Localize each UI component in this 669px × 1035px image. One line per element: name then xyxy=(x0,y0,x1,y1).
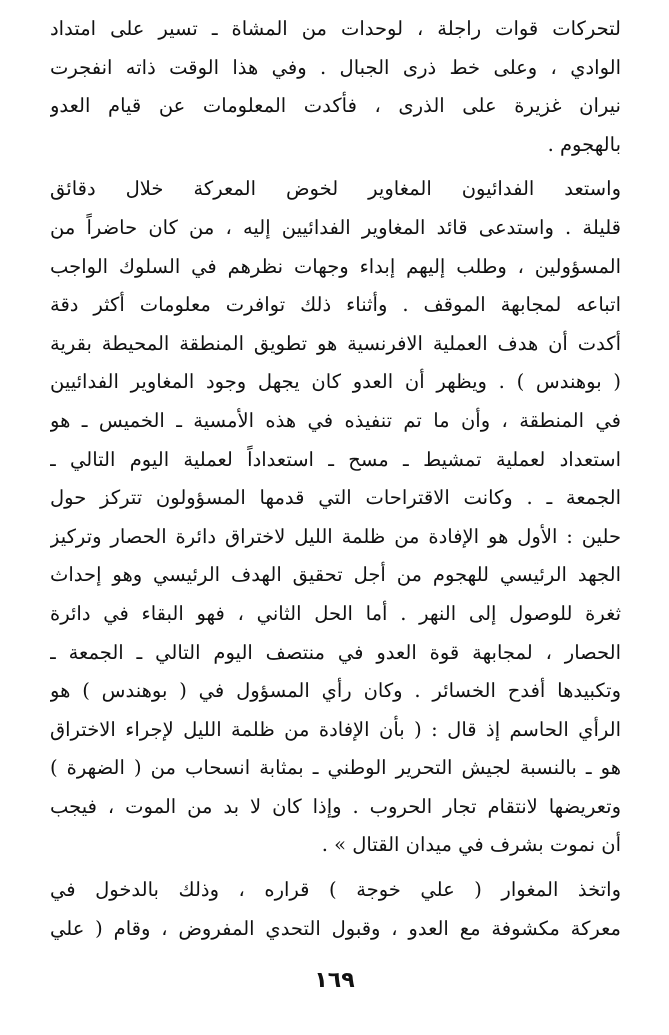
text-line: نيران غزيرة على الذرى ، فأكدت المعلومات عن قيام العدو xyxy=(50,94,621,118)
text-line: الحصار ، لمجابهة قوة العدو في منتصف اليوم التالي ـ الجمعة ـ xyxy=(50,640,621,664)
page-number: ١٦٩ xyxy=(314,968,355,993)
text-line: حلين : الأول هو الإفادة من ظلمة الليل لاختراق دائرة الحصار وتركيز xyxy=(50,524,621,548)
text-line: أن نموت بشرف في ميدان القتال » . xyxy=(321,833,621,857)
text-line: الجمعة ـ . وكانت الاقتراحات التي قدمها المسؤولون تتركز حول xyxy=(50,486,621,510)
text-line: اتباعه لمجابهة الموقف . وأثناء ذلك توافرت معلومات أكثر دقة xyxy=(50,293,621,317)
text-line: المسؤولين ، وطلب إليهم إبداء وجهات نظرهم في السلوك الواجب xyxy=(50,254,621,278)
text-line: وتعريضها لانتقام تجار الحروب . وإذا كان لا بد من الموت ، فيجب xyxy=(50,794,621,818)
text-line: وتكبيدها أفدح الخسائر . وكان رأي المسؤول في ( بوهندس ) هو xyxy=(50,679,621,703)
text-line: معركة مكشوفة مع العدو ، وقبول التحدي المفروض ، وقام ( علي xyxy=(50,916,621,940)
text-line: الجهد الرئيسي للهجوم من أجل تحقيق الهدف الرئيسي وهو إحداث xyxy=(50,563,621,587)
text-line: في المنطقة ، وأن ما تم تنفيذه في هذه الأمسية ـ الخميس ـ هو xyxy=(50,408,621,432)
text-line: الوادي ، وعلى خط ذرى الجبال . وفي هذا الوقت ذاته انفجرت xyxy=(50,55,621,79)
text-line: الرأي الحاسم إذ قال : ( بأن الإفادة من ظلمة الليل لإجراء الاختراق xyxy=(50,717,621,741)
body-text xyxy=(50,10,621,948)
text-line: بالهجوم . xyxy=(547,132,621,156)
text-line: ( بوهندس ) . ويظهر أن العدو كان يجهل وجود المغاوير الفدائيين xyxy=(50,370,621,394)
text-line: استعداد لعملية تمشيط ـ مسح ـ استعداداً لعملية اليوم التالي ـ xyxy=(50,447,621,471)
text-line: هو ـ بالنسبة لجيش التحرير الوطني ـ بمثابة انسحاب من ( الضهرة ) xyxy=(50,756,621,780)
text-line: أكدت أن هدف العملية الافرنسية هو تطويق المنطقة المحيطة بقرية xyxy=(50,331,621,355)
text-line: ثغرة للوصول إلى النهر . أما الحل الثاني ، فهو البقاء في دائرة xyxy=(50,601,621,625)
text-line: واتخذ المغوار ( علي خوجة ) قراره ، وذلك بالدخول في xyxy=(50,878,621,902)
text-line: لتحركات قوات راجلة ، لوحدات من المشاة ـ تسير على امتداد xyxy=(50,17,621,40)
text-line: واستعد الفدائيون المغاوير لخوض المعركة خلال دقائق xyxy=(50,177,621,201)
text-line: قليلة . واستدعى قائد المغاوير الفدائيين إليه ، من كان حاضراً من xyxy=(50,215,621,239)
